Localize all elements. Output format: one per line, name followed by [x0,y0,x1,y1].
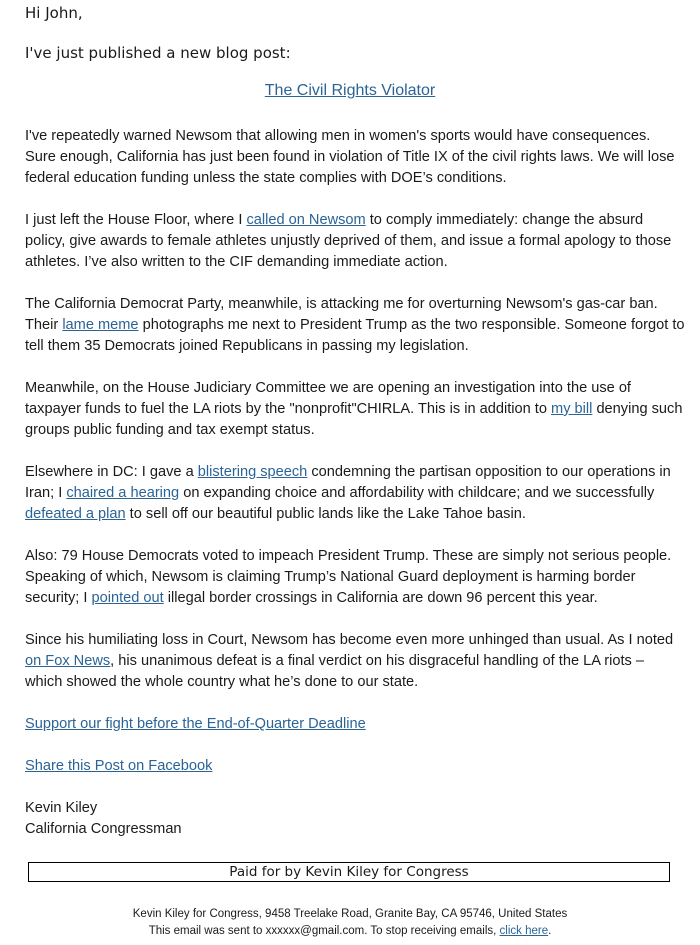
unsubscribe-link[interactable]: click here [499,925,549,937]
paid-for-box: Paid for by Kevin Kiley for Congress [28,862,670,882]
text: condemning the partisan opposition to our operations in Iran; I [25,464,671,501]
text: Elsewhere in DC: I gave a [25,464,198,480]
paragraph-elsewhere-dc [25,462,685,525]
paragraph-court-loss [25,630,685,693]
text: Since his humiliating loss in Court, Newsom has become even more unhinged than usual. As I noted [25,632,674,648]
text: photographs me next to President Trump as the two responsible. Someone forgot to tell them 35 Democrats joined Republicans in passing my legislation. [25,317,685,354]
called-on-newsom-link[interactable]: called on Newsom [246,212,366,228]
chaired-hearing-link[interactable]: chaired a hearing [66,485,180,501]
signature-title: California Congressman [25,821,182,837]
text: illegal border crossings in California are down 96 percent this year. [163,590,598,606]
text: denying such groups public funding and tax exempt status. [25,401,683,438]
text: Meanwhile, on the House Judiciary Committee we are opening an investigation into the use of taxpayer funds to fuel the LA riots by the "nonprofit"CHIRLA. This is in addition to [25,380,631,417]
support-paragraph [25,714,685,735]
paragraph-judiciary [25,378,685,441]
blistering-speech-link[interactable]: blistering speech [197,464,308,480]
footer-address: Kevin Kiley for Congress, 9458 Treelake Road, Granite Bay, CA 95746, United States [132,908,568,920]
defeated-plan-link[interactable]: defeated a plan [25,506,126,522]
pointed-out-link[interactable]: pointed out [91,590,164,606]
text: This email was sent to xxxxxx@gmail.com. To stop receiving emails, [148,925,500,937]
text: to comply immediately: change the absurd policy, give awards to female athletes unjustly deprived of them, and issue a formal apology to those athletes. I’ve also written to the CIF demanding immediate action. [25,212,672,270]
text: I just left the House Floor, where I [25,212,247,228]
paragraph-gas-car-ban [25,294,685,357]
my-bill-link[interactable]: my bill [551,401,593,417]
signature-name: Kevin Kiley [25,800,98,816]
support-fight-link[interactable]: Support our fight before the End-of-Quarter Deadline [25,716,366,732]
share-facebook-link[interactable]: Share this Post on Facebook [25,758,213,774]
paragraph-impeach [25,546,685,609]
share-paragraph [25,756,685,777]
lame-meme-link[interactable]: lame meme [62,317,139,333]
greeting: Hi John, [25,4,83,22]
post-title-link[interactable]: The Civil Rights Violator [264,82,436,99]
text: on expanding choice and affordability with childcare; and we successfully [179,485,655,501]
text: The California Democrat Party, meanwhile, is attacking me for overturning Newsom's gas-car ban. Their [25,296,658,333]
paragraph-title-ix: I've repeatedly warned Newsom that allowing men in women's sports would have consequences. Sure enough, California has just been found in violation of Title IX of the civil rights laws. We will lose federal education funding unless the state complies with DOE’s conditions. [25,128,675,186]
fox-news-link[interactable]: on Fox News [25,653,111,669]
post-title [0,82,700,100]
text: . [548,925,552,937]
text: , his unanimous defeat is a final verdict on his disgraceful handling of the LA riots – which showed the whole country what he’s done to our state. [25,653,644,690]
intro-text: I've just published a new blog post: [25,44,291,62]
footer-unsubscribe [0,925,700,937]
text: Also: 79 House Democrats voted to impeach President Trump. These are simply not serious people. Speaking of which, Newsom is claiming Trump’s National Guard deployment is harming border security; I [25,548,672,606]
paragraph-house-floor [25,210,685,273]
text: to sell off our beautiful public lands like the Lake Tahoe basin. [125,506,526,522]
